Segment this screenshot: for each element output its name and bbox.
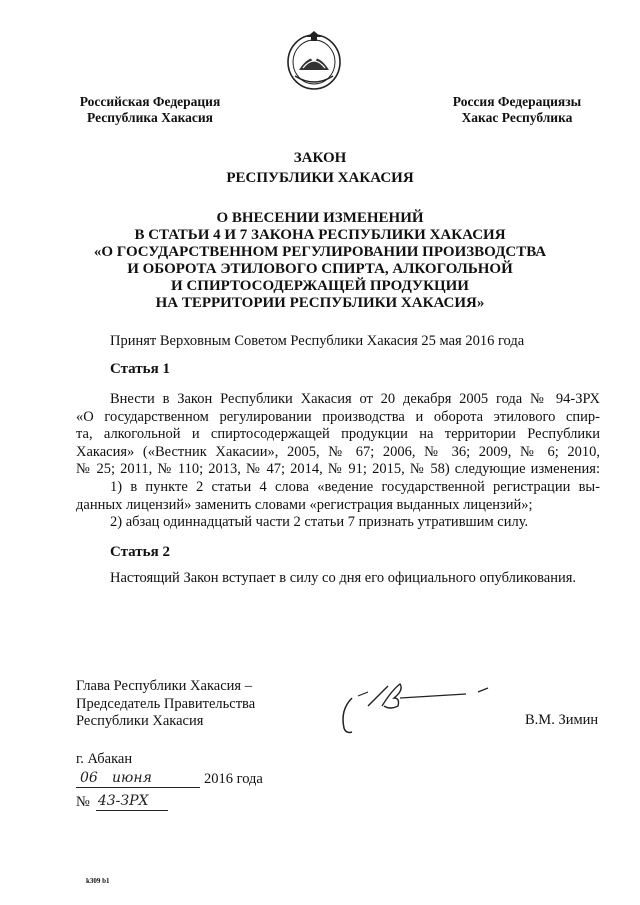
article-2-text: Настоящий Закон вступает в силу со дня его официального опубликования. <box>110 570 577 586</box>
article-1-line: № 25; 2011, № 110; 2013, № 47; 2014, № 91; 2015, № 58) следующие изменения: <box>76 461 600 478</box>
signatory-position-line: Глава Республики Хакасия – <box>76 678 252 694</box>
signatory-position-line: Республики Хакасия <box>76 713 204 729</box>
signatory-name: В.М. Зимин <box>525 712 599 728</box>
article-1-line: «О государственном регулировании производства и оборота этилового спир- <box>76 408 600 425</box>
document-code: k309 b1 <box>86 877 110 885</box>
header-right-line: Хакас Республика <box>461 110 573 125</box>
article-1-line: Внести в Закон Республики Хакасия от 20 декабря 2005 года № 94-ЗРХ <box>110 391 600 407</box>
header-left-line: Республика Хакасия <box>87 110 213 125</box>
signing-date <box>76 769 263 788</box>
city: г. Абакан <box>76 751 133 767</box>
number-handwritten-field <box>96 792 168 811</box>
subject-line: «О ГОСУДАРСТВЕННОМ РЕГУЛИРОВАНИИ ПРОИЗВОДСТВА <box>93 244 547 260</box>
header-right <box>432 94 602 126</box>
signatory-position-line: Председатель Правительства <box>76 695 256 712</box>
article-1-line: 2) абзац одиннадцатый части 2 статьи 7 признать утратившим силу. <box>110 514 529 531</box>
law-subject-title <box>60 210 580 312</box>
republic-emblem-icon <box>285 28 343 92</box>
article-2-heading: Статья 2 <box>110 544 170 560</box>
subject-line: В СТАТЬИ 4 И 7 ЗАКОНА РЕСПУБЛИКИ ХАКАСИЯ <box>134 227 506 243</box>
article-1-line: данных лицензий» заменить словами «регистрация выданных лицензий»; <box>76 496 533 513</box>
article-1-heading: Статья 1 <box>110 361 170 377</box>
adoption-statement: Принят Верховным Советом Республики Хакасия 25 мая 2016 года <box>110 333 525 349</box>
subject-line: И ОБОРОТА ЭТИЛОВОГО СПИРТА, АЛКОГОЛЬНОЙ <box>127 261 513 277</box>
subject-line: О ВНЕСЕНИИ ИЗМЕНЕНИЙ <box>216 210 424 226</box>
date-handwritten-field <box>76 769 200 788</box>
article-1-line: Хакасия» («Вестник Хакасии», 2005, № 67; 2006, № 36; 2009, № 6; 2010, <box>76 443 600 460</box>
article-1-line: та, алкогольной и спиртосодержащей продукции на территории Республики <box>76 426 600 443</box>
article-1-body <box>76 391 600 532</box>
date-year: 2016 года <box>204 771 263 787</box>
law-number <box>76 792 168 811</box>
number-value: 43-ЗРХ <box>97 793 149 809</box>
article-1-line: 1) в пункте 2 статьи 4 слова «ведение государственной регистрации вы- <box>110 478 600 495</box>
subject-line: И СПИРТОСОДЕРЖАЩЕЙ ПРОДУКЦИИ <box>171 278 469 294</box>
doc-type-title: ЗАКОН <box>293 150 347 166</box>
header-left-line: Российская Федерация <box>79 94 221 109</box>
article-2-body <box>76 570 600 588</box>
number-prefix: № <box>76 794 90 810</box>
doc-issuer-title: РЕСПУБЛИКИ ХАКАСИЯ <box>226 170 414 186</box>
signatory-position <box>76 678 255 731</box>
header-left <box>70 94 230 126</box>
handwritten-signature <box>338 676 498 736</box>
header-right-line: Россия Федерациязы <box>452 94 582 109</box>
date-day: 06 <box>80 770 98 786</box>
subject-line: НА ТЕРРИТОРИИ РЕСПУБЛИКИ ХАКАСИЯ» <box>155 295 485 311</box>
date-month: июня <box>112 770 152 786</box>
